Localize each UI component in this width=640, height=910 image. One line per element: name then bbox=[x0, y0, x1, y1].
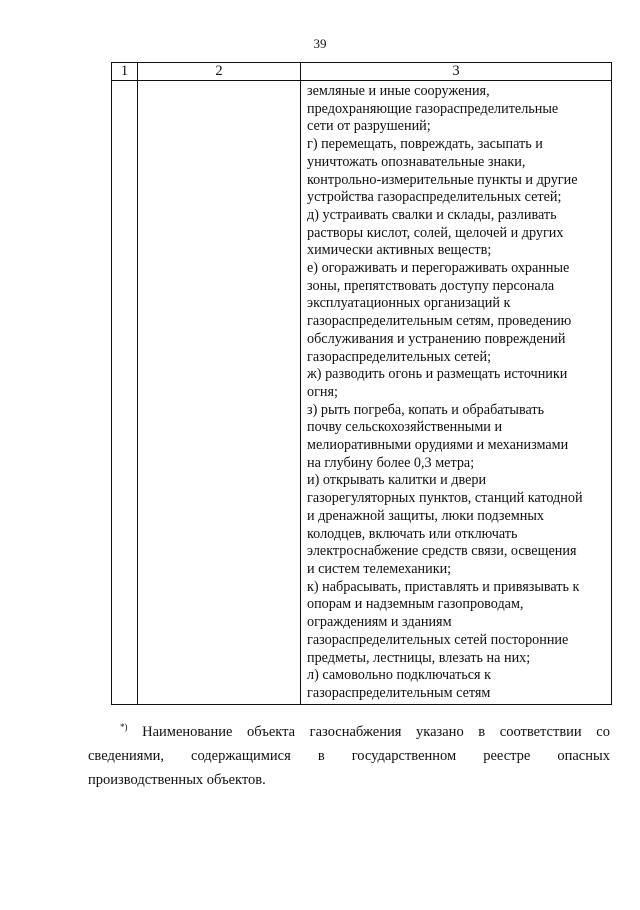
footnote-line-text: Наименование объекта газоснабжения указано в соответствии со bbox=[142, 724, 610, 740]
text-line: контрольно-измерительные пункты и другие bbox=[307, 171, 578, 188]
text-line: г) перемещать, повреждать, засыпать и bbox=[307, 136, 543, 153]
text-line: газораспределительным сетям bbox=[307, 684, 491, 701]
text-line: на глубину более 0,3 метра; bbox=[307, 454, 475, 471]
footnote-line bbox=[88, 715, 610, 744]
column-header-1: 1 bbox=[112, 63, 138, 81]
text-line: предохраняющие газораспределительные bbox=[307, 100, 559, 117]
text-line: з) рыть погреба, копать и обрабатывать bbox=[307, 401, 545, 418]
text-line: сети от разрушений; bbox=[307, 118, 431, 135]
cell-col-1 bbox=[112, 81, 138, 705]
text-line: опорам и надземным газопроводам, bbox=[307, 596, 524, 613]
text-line: газораспределительным сетям, проведению bbox=[307, 313, 572, 330]
text-line: л) самовольно подключаться к bbox=[307, 667, 492, 684]
text-line: почву сельскохозяйственными и bbox=[307, 419, 503, 436]
text-line: эксплуатационных организаций к bbox=[307, 295, 511, 312]
page-number: 39 bbox=[313, 36, 327, 51]
text-line: растворы кислот, солей, щелочей и других bbox=[307, 224, 564, 241]
text-line: газораспределительных сетей посторонние bbox=[307, 631, 569, 648]
text-line: ограждениям и зданиям bbox=[307, 614, 452, 631]
text-line: газорегуляторных пунктов, станций катодной bbox=[307, 490, 583, 507]
text-line: земляные и иные сооружения, bbox=[307, 83, 490, 99]
column-header-2: 2 bbox=[138, 63, 301, 81]
text-line: обслуживания и устранению повреждений bbox=[307, 330, 566, 347]
footnote-marker: *) bbox=[120, 722, 128, 732]
column-header-3: 3 bbox=[301, 63, 612, 81]
text-line: мелиоративными орудиями и механизмами bbox=[307, 437, 569, 454]
text-line: и систем телемеханики; bbox=[307, 560, 452, 577]
text-line: и дренажной защиты, люки подземных bbox=[307, 507, 544, 524]
cell-col-2 bbox=[138, 81, 301, 705]
footnote-line: сведениями, содержащимися в государственном реестре опасных bbox=[88, 748, 610, 764]
text-line: электроснабжение средств связи, освещения bbox=[307, 543, 577, 560]
table-header-row bbox=[112, 63, 612, 81]
text-line: газораспределительных сетей; bbox=[307, 348, 492, 365]
cell-col-3 bbox=[301, 81, 612, 705]
text-line: химически активных веществ; bbox=[307, 242, 492, 259]
text-line: уничтожать опознавательные знаки, bbox=[307, 153, 526, 170]
text-line: к) набрасывать, приставлять и привязывать к bbox=[307, 578, 580, 595]
text-line: устройства газораспределительных сетей; bbox=[307, 189, 562, 206]
text-line: предметы, лестницы, влезать на них; bbox=[307, 649, 531, 666]
footnote bbox=[88, 715, 610, 792]
table-row bbox=[112, 81, 612, 705]
footnote-line: производственных объектов. bbox=[88, 772, 266, 788]
text-line: д) устраивать свалки и склады, разливать bbox=[307, 206, 557, 223]
prohibitions-text bbox=[301, 81, 611, 703]
text-line: е) огораживать и перегораживать охранные bbox=[307, 260, 570, 277]
text-line: колодцев, включать или отключать bbox=[307, 525, 518, 542]
text-line: зоны, препятствовать доступу персонала bbox=[307, 277, 555, 294]
document-table bbox=[111, 62, 612, 705]
text-line: и) открывать калитки и двери bbox=[307, 472, 487, 489]
text-line: ж) разводить огонь и размещать источники bbox=[307, 366, 568, 383]
text-line: огня; bbox=[307, 383, 338, 400]
